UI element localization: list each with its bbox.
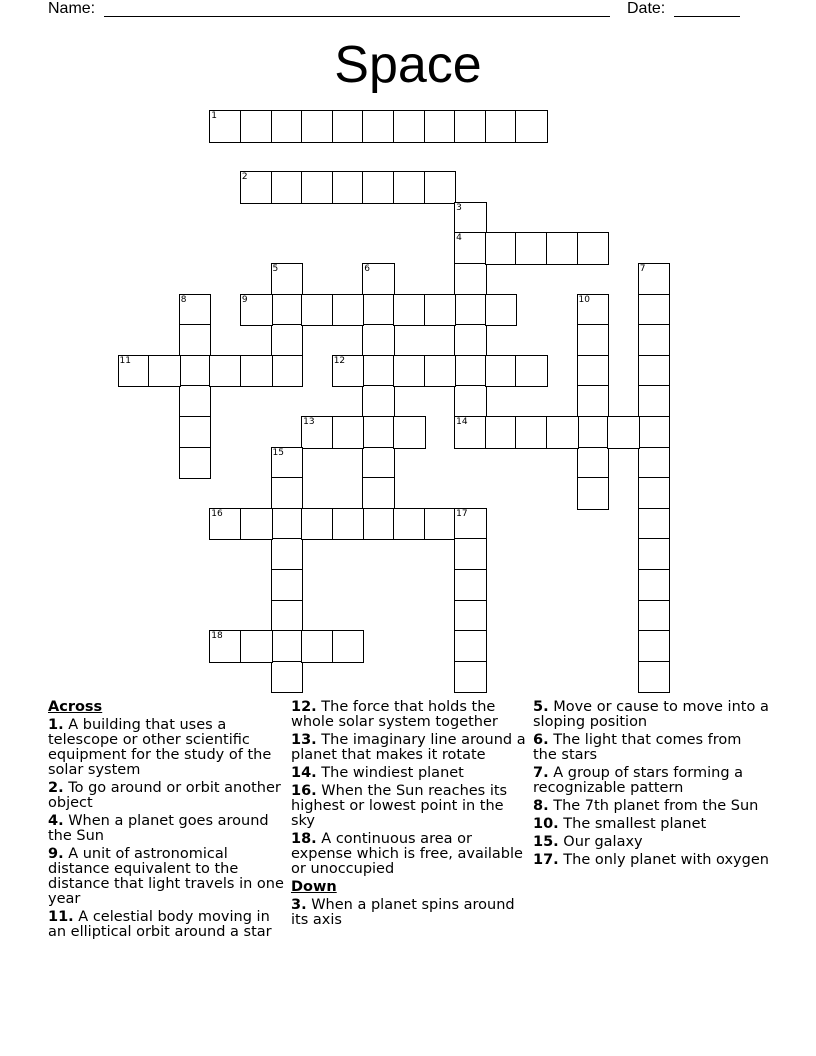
grid-cell[interactable] xyxy=(638,477,671,510)
clue-number: 2. xyxy=(48,780,64,796)
grid-cell[interactable] xyxy=(638,263,671,296)
down-heading: Down xyxy=(291,879,337,895)
grid-cell[interactable] xyxy=(362,110,395,143)
clue-number: 17. xyxy=(533,852,559,868)
grid-cell[interactable] xyxy=(362,477,395,510)
grid-cell[interactable] xyxy=(240,294,273,327)
clue-across-16 xyxy=(291,784,527,829)
grid-cell[interactable] xyxy=(638,508,671,541)
grid-cell[interactable] xyxy=(454,263,487,296)
clue-text: When a planet goes around the Sun xyxy=(48,813,269,844)
clue-number: 3. xyxy=(291,897,307,913)
grid-cell[interactable] xyxy=(301,171,334,204)
grid-cell[interactable] xyxy=(424,171,457,204)
clue-number: 18. xyxy=(291,831,317,847)
grid-cell[interactable] xyxy=(577,416,610,449)
clue-number: 10. xyxy=(533,816,559,832)
grid-cell[interactable] xyxy=(271,477,304,510)
grid-cell[interactable] xyxy=(454,416,487,449)
grid-cell[interactable] xyxy=(271,324,304,357)
grid-cell[interactable] xyxy=(332,508,365,541)
clue-number: 8. xyxy=(533,798,549,814)
grid-cell[interactable] xyxy=(271,355,304,388)
cell-number: 14 xyxy=(456,417,468,427)
cell-number: 18 xyxy=(211,631,223,642)
grid-cell[interactable] xyxy=(240,110,273,143)
grid-cell[interactable] xyxy=(577,232,610,265)
grid-cell[interactable] xyxy=(362,171,395,204)
grid-cell[interactable] xyxy=(271,508,304,541)
grid-cell[interactable] xyxy=(424,355,457,388)
clue-text: The only planet with oxygen xyxy=(563,852,769,868)
clue-text: A unit of astronomical distance equivalent to the distance that light travels in one year xyxy=(48,846,284,907)
clue-across-13 xyxy=(291,733,527,763)
clue-number: 5. xyxy=(533,699,549,715)
clue-text: A celestial body moving in an elliptical orbit around a star xyxy=(48,909,272,940)
cell-number: 9 xyxy=(241,294,248,305)
grid-cell[interactable] xyxy=(638,416,671,449)
clue-number: 11. xyxy=(48,909,74,925)
clue-text: The imaginary line around a planet that makes it rotate xyxy=(291,732,526,763)
clue-across-14 xyxy=(291,766,527,781)
cell-number: 4 xyxy=(456,233,462,244)
clue-across-2 xyxy=(48,781,284,811)
grid-cell[interactable] xyxy=(362,355,395,388)
cell-number: 2 xyxy=(241,172,248,183)
clue-number: 15. xyxy=(533,834,559,850)
grid-cell[interactable] xyxy=(271,630,304,663)
grid-cell[interactable] xyxy=(271,263,304,296)
clue-down-10 xyxy=(533,817,769,832)
grid-cell[interactable] xyxy=(332,355,365,388)
clue-number: 9. xyxy=(48,846,64,862)
grid-cell[interactable] xyxy=(454,508,487,541)
grid-cell[interactable] xyxy=(577,477,610,510)
clue-number: 13. xyxy=(291,732,317,748)
cell-number: 7 xyxy=(639,264,646,274)
clue-across-11 xyxy=(48,910,284,940)
grid-cell[interactable] xyxy=(515,232,548,265)
grid-cell[interactable] xyxy=(515,355,548,388)
clue-text: The smallest planet xyxy=(563,816,707,832)
grid-cell[interactable] xyxy=(577,324,610,357)
grid-cell[interactable] xyxy=(271,110,304,143)
cell-number: 6 xyxy=(364,264,371,274)
cell-number: 11 xyxy=(119,355,131,366)
grid-cell[interactable] xyxy=(577,294,610,327)
clue-text: Move or cause to move into a sloping position xyxy=(533,699,769,730)
grid-cell[interactable] xyxy=(638,385,671,418)
grid-cell[interactable] xyxy=(362,508,395,541)
grid-cell[interactable] xyxy=(179,355,212,388)
grid-cell[interactable] xyxy=(209,110,242,143)
grid-cell[interactable] xyxy=(638,355,671,388)
grid-cell[interactable] xyxy=(271,447,304,480)
grid-cell[interactable] xyxy=(607,416,640,449)
page-title: Space xyxy=(334,36,482,94)
grid-cell[interactable] xyxy=(638,630,671,663)
grid-cell[interactable] xyxy=(393,294,426,327)
grid-cell[interactable] xyxy=(577,447,610,480)
grid-cell[interactable] xyxy=(179,447,212,480)
clue-text: When a planet spins around its axis xyxy=(291,897,515,928)
cell-number: 1 xyxy=(211,111,218,121)
grid-cell[interactable] xyxy=(638,294,671,327)
grid-cell[interactable] xyxy=(638,600,671,633)
grid-cell[interactable] xyxy=(515,110,548,143)
clue-down-6 xyxy=(533,733,769,763)
cell-number: 17 xyxy=(456,508,468,519)
grid-cell[interactable] xyxy=(240,171,273,204)
grid-cell[interactable] xyxy=(209,355,242,388)
grid-cell[interactable] xyxy=(638,569,671,602)
cell-number: 10 xyxy=(578,294,590,305)
grid-cell[interactable] xyxy=(454,385,487,418)
grid-cell[interactable] xyxy=(393,508,426,541)
grid-cell[interactable] xyxy=(209,508,242,541)
across-heading: Across xyxy=(48,699,103,715)
grid-cell[interactable] xyxy=(148,355,181,388)
clue-number: 12. xyxy=(291,699,317,715)
grid-cell[interactable] xyxy=(424,294,457,327)
clue-down-7 xyxy=(533,766,769,796)
grid-cell[interactable] xyxy=(209,630,242,663)
grid-cell[interactable] xyxy=(362,263,395,296)
grid-cell[interactable] xyxy=(454,661,487,694)
clue-text: The light that comes from the stars xyxy=(533,732,742,763)
grid-cell[interactable] xyxy=(638,661,671,694)
grid-cell[interactable] xyxy=(485,416,518,449)
grid-cell[interactable] xyxy=(271,538,304,571)
grid-cell[interactable] xyxy=(332,630,365,663)
grid-cell[interactable] xyxy=(271,569,304,602)
clue-number: 1. xyxy=(48,717,64,733)
grid-cell[interactable] xyxy=(485,110,518,143)
grid-cell[interactable] xyxy=(271,171,304,204)
grid-cell[interactable] xyxy=(454,294,487,327)
grid-cell[interactable] xyxy=(515,416,548,449)
grid-cell[interactable] xyxy=(332,171,365,204)
grid-cell[interactable] xyxy=(362,294,395,327)
grid-cell[interactable] xyxy=(362,447,395,480)
grid-cell[interactable] xyxy=(332,110,365,143)
grid-cell[interactable] xyxy=(240,630,273,663)
grid-cell[interactable] xyxy=(271,600,304,633)
clue-down-8 xyxy=(533,799,769,814)
clues-column-1 xyxy=(48,700,284,943)
grid-cell[interactable] xyxy=(301,416,334,449)
grid-cell[interactable] xyxy=(362,385,395,418)
cell-number: 16 xyxy=(211,508,223,519)
grid-cell[interactable] xyxy=(424,508,457,541)
grid-cell[interactable] xyxy=(179,416,212,449)
clue-number: 16. xyxy=(291,783,317,799)
grid-cell[interactable] xyxy=(362,324,395,357)
cell-number: 8 xyxy=(180,294,187,305)
grid-cell[interactable] xyxy=(454,569,487,602)
grid-cell[interactable] xyxy=(454,202,487,235)
clue-text: A group of stars forming a recognizable pattern xyxy=(533,765,744,796)
grid-cell[interactable] xyxy=(118,355,151,388)
clue-down-17 xyxy=(533,853,769,868)
grid-cell[interactable] xyxy=(577,355,610,388)
clue-text: Our galaxy xyxy=(563,834,643,850)
grid-cell[interactable] xyxy=(179,294,212,327)
cell-number: 12 xyxy=(333,355,346,366)
grid-cell[interactable] xyxy=(179,324,212,357)
grid-cell[interactable] xyxy=(393,355,426,388)
grid-cell[interactable] xyxy=(271,294,304,327)
grid-cell[interactable] xyxy=(301,508,334,541)
grid-cell[interactable] xyxy=(577,385,610,418)
grid-cell[interactable] xyxy=(179,385,212,418)
grid-cell[interactable] xyxy=(301,294,334,327)
grid-cell[interactable] xyxy=(240,355,273,388)
clue-down-5 xyxy=(533,700,769,730)
clue-across-12 xyxy=(291,700,527,730)
grid-cell[interactable] xyxy=(454,324,487,357)
clue-text: To go around or orbit another object xyxy=(48,780,281,811)
grid-cell[interactable] xyxy=(454,355,487,388)
clues-column-2 xyxy=(291,700,527,931)
grid-cell[interactable] xyxy=(638,447,671,480)
grid-cell[interactable] xyxy=(454,538,487,571)
name-label: Name: xyxy=(48,0,96,17)
clue-across-4 xyxy=(48,814,284,844)
grid-cell[interactable] xyxy=(332,416,365,449)
date-label: Date: xyxy=(627,0,666,17)
grid-cell[interactable] xyxy=(485,355,518,388)
grid-cell[interactable] xyxy=(424,110,457,143)
cell-number: 15 xyxy=(272,447,284,458)
clue-text: The force that holds the whole solar system together xyxy=(291,699,498,730)
clue-number: 6. xyxy=(533,732,549,748)
grid-cell[interactable] xyxy=(301,110,334,143)
clue-text: The 7th planet from the Sun xyxy=(553,798,759,814)
grid-cell[interactable] xyxy=(454,630,487,663)
grid-cell[interactable] xyxy=(638,324,671,357)
clue-number: 7. xyxy=(533,765,549,781)
clue-text: The windiest planet xyxy=(321,765,464,781)
grid-cell[interactable] xyxy=(546,416,579,449)
grid-cell[interactable] xyxy=(393,416,426,449)
clue-text: A continuous area or expense which is free, available or unoccupied xyxy=(291,831,523,877)
clue-across-1 xyxy=(48,718,284,778)
cell-number: 3 xyxy=(456,202,462,213)
clue-number: 4. xyxy=(48,813,64,829)
grid-cell[interactable] xyxy=(485,232,518,265)
grid-cell[interactable] xyxy=(393,110,426,143)
grid-cell[interactable] xyxy=(332,294,365,327)
cell-number: 5 xyxy=(272,264,279,274)
clue-text: A building that uses a telescope or other scientific equipment for the study of the solar system xyxy=(48,717,272,778)
clues-column-3 xyxy=(533,700,769,871)
grid-cell[interactable] xyxy=(271,661,304,694)
grid-cell[interactable] xyxy=(638,538,671,571)
clue-text: When the Sun reaches its highest or lowest point in the sky xyxy=(291,783,508,829)
clue-number: 14. xyxy=(291,765,317,781)
grid-cell[interactable] xyxy=(485,294,518,327)
grid-cell[interactable] xyxy=(454,600,487,633)
cell-number: 13 xyxy=(303,417,315,427)
clue-down-3 xyxy=(291,898,527,928)
grid-cell[interactable] xyxy=(546,232,579,265)
grid-cell[interactable] xyxy=(454,232,487,265)
grid-cell[interactable] xyxy=(240,508,273,541)
grid-cell[interactable] xyxy=(301,630,334,663)
grid-cell[interactable] xyxy=(454,110,487,143)
clue-across-9 xyxy=(48,847,284,907)
clue-across-18 xyxy=(291,832,527,877)
grid-cell[interactable] xyxy=(362,416,395,449)
grid-cell[interactable] xyxy=(393,171,426,204)
clue-down-15 xyxy=(533,835,769,850)
